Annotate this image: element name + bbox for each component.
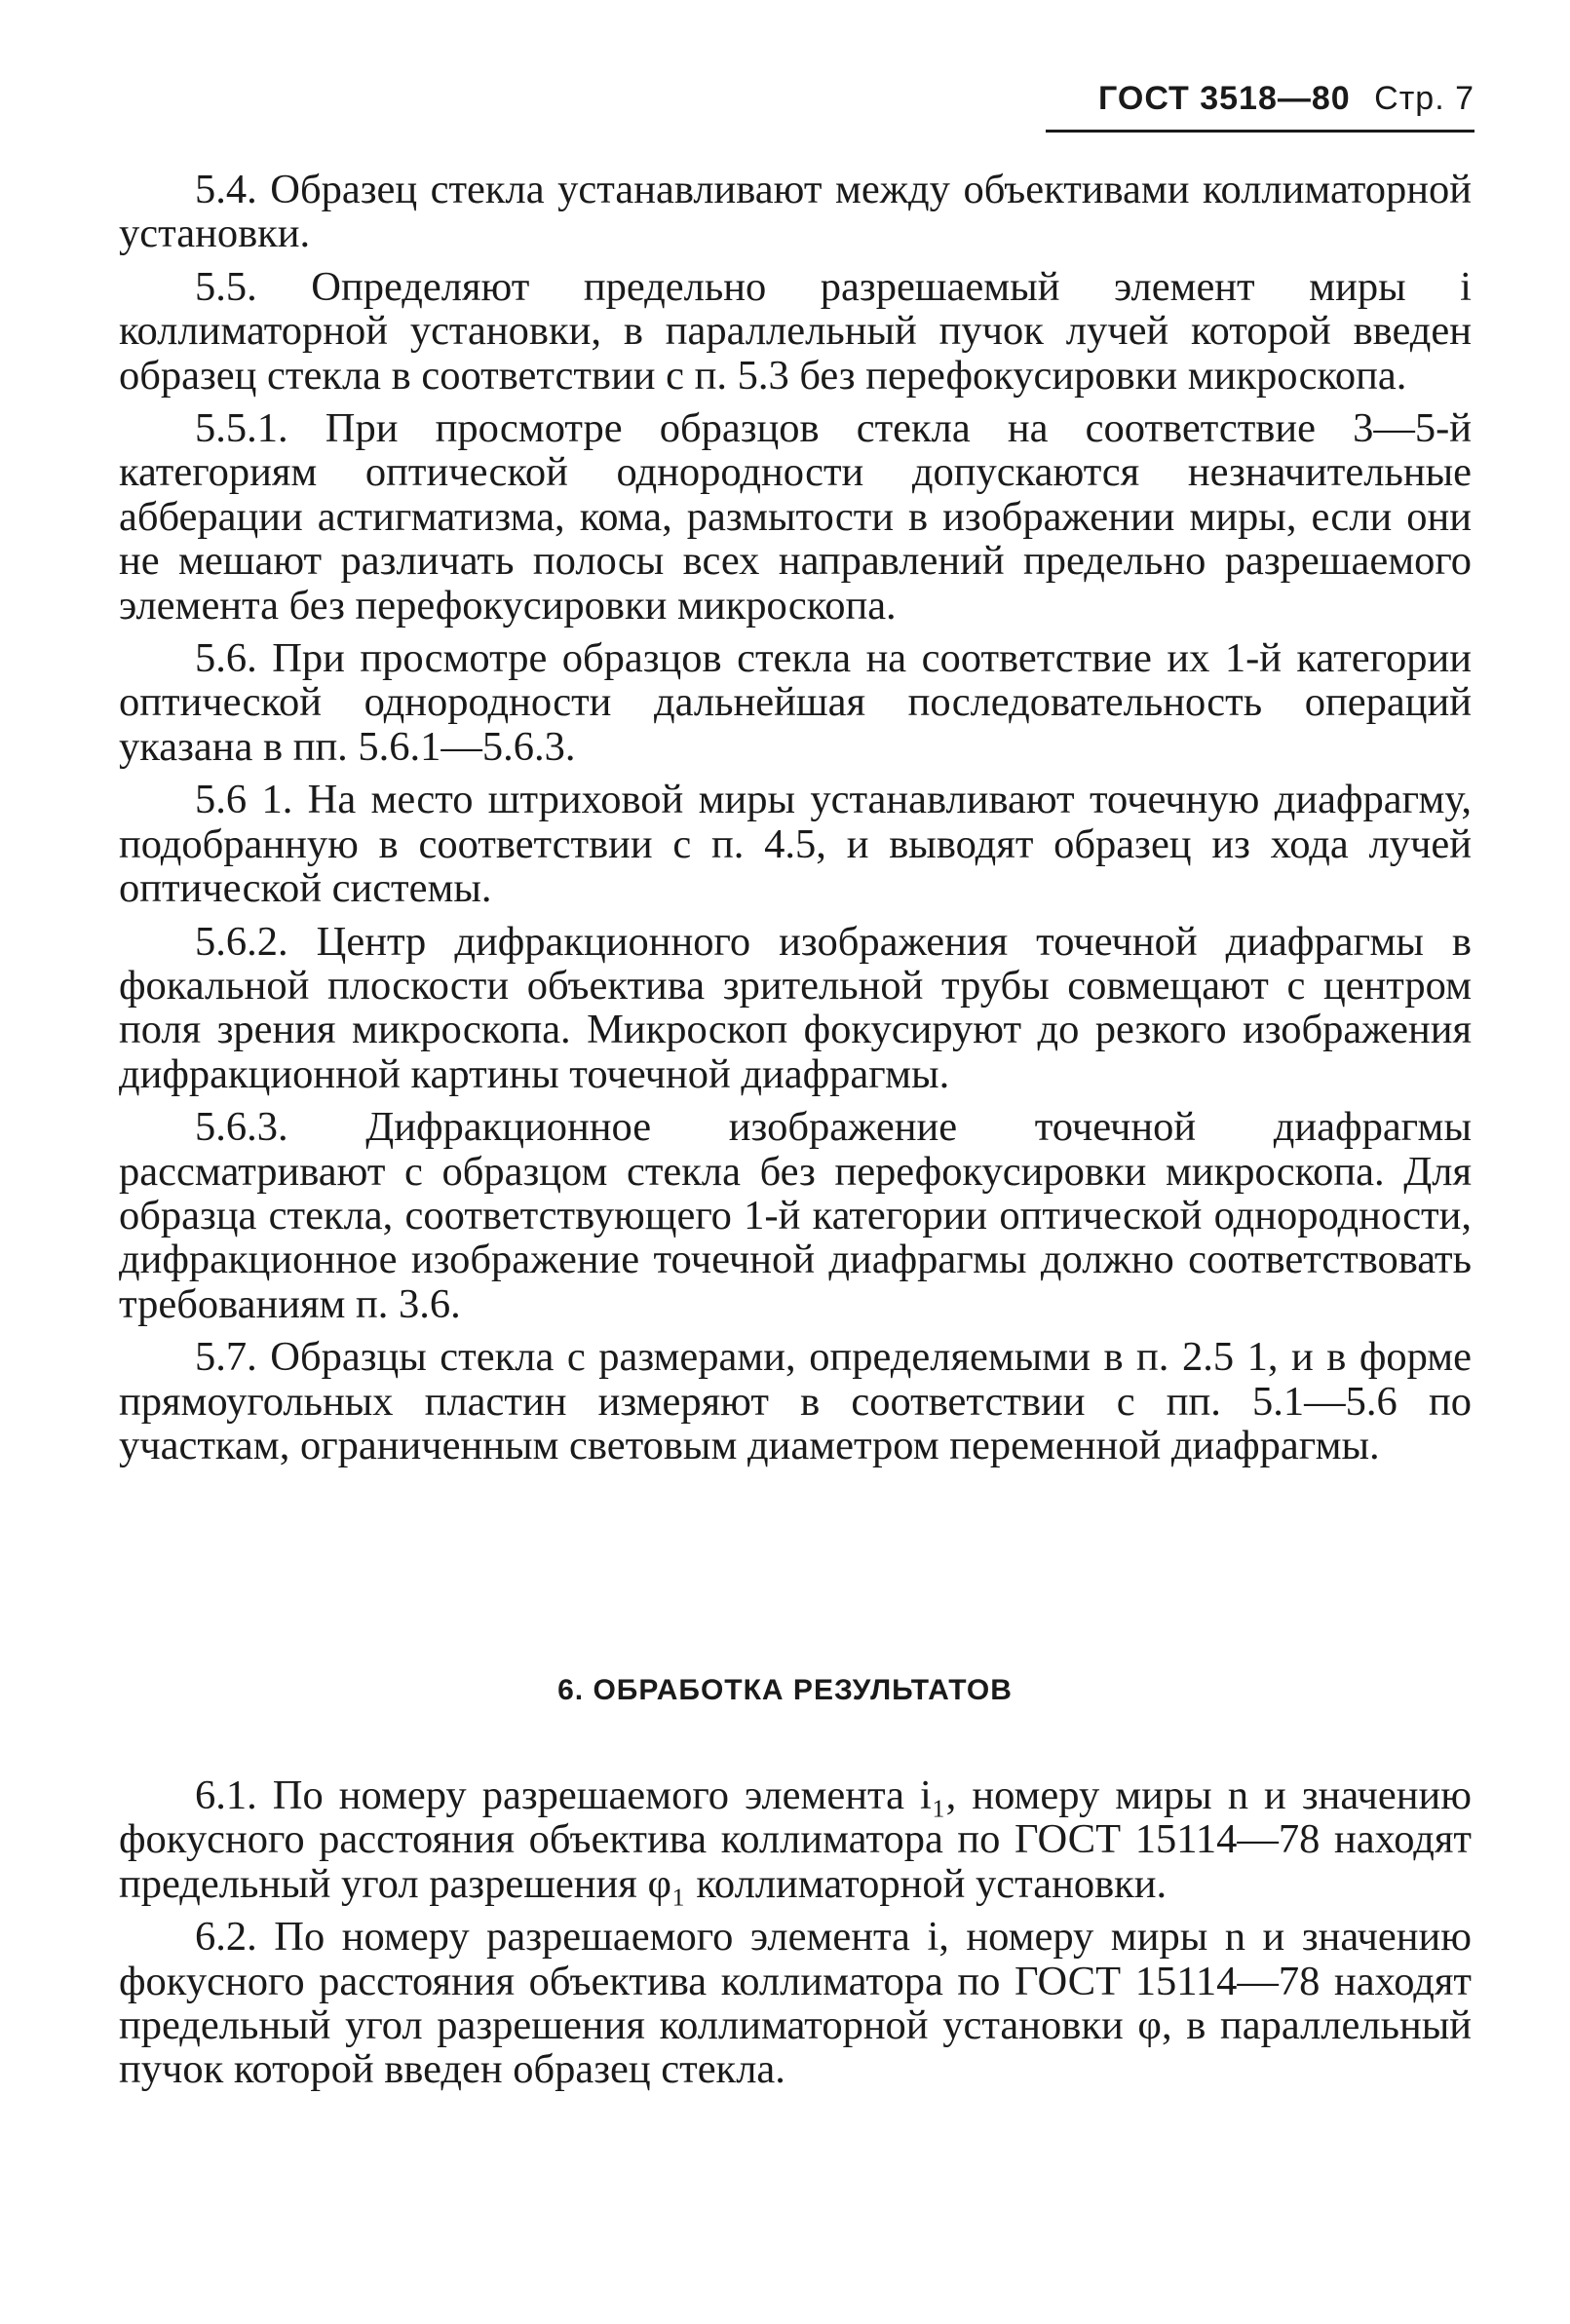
paragraph-5-5: 5.5. Определяют предельно разрешаемый элемент миры i коллиматорной установки, в параллельный пучок лучей которой введен образец стекла в соответствии с п. 5.3 без перефокусировки микроскопа. [119,263,1472,399]
paragraph-5-6-2: 5.6.2. Центр дифракционного изображения точечной диафрагмы в фокальной плоскости объектива зрительной трубы совмещают с центром поля зрения микроскопа. Микроскоп фокусируют до резкого изображения дифракционной картины точечной диафрагмы. [119,918,1472,1097]
page-number: Стр. 7 [1374,80,1474,117]
paragraph-5-6-3: 5.6.3. Дифракционное изображение точечной диафрагмы рассматривают с образцом стекла без перефокусировки микроскопа. Для образца стекла, соответствующего 1-й категории оптической однородности, дифракционное изображение точечной диафрагмы должно соответствовать требованиям п. 3.6. [119,1104,1472,1327]
paragraph-6-1: 6.1. По номеру разрешаемого элемента i₁, номеру миры n и значению фокусного расстояния объектива коллиматора по ГОСТ 15114—78 находят предельный угол разрешения φ₁ коллиматорной установки. [119,1772,1472,1907]
paragraph-5-7: 5.7. Образцы стекла с размерами, определяемыми в п. 2.5 1, и в форме прямоугольных пластин измеряют в соответствии с пп. 5.1—5.6 по участкам, ограниченным световым диаметром переменной диафрагмы. [119,1334,1472,1468]
standard-number: ГОСТ 3518—80 [1098,80,1351,117]
paragraph-6-2: 6.2. По номеру разрешаемого элемента i, номеру миры n и значению фокусного расстояния объектива коллиматора по ГОСТ 15114—78 находят предельный угол разрешения коллиматорной установки φ, в параллельный пучок которой введен образец стекла. [119,1914,1472,2093]
page-header [1046,80,1474,133]
section-6-title: 6. ОБРАБОТКА РЕЗУЛЬТАТОВ [557,1674,1013,1706]
paragraph-5-6-1: 5.6 1. На место штриховой миры устанавливают точечную диафрагму, подобранную в соответствии с п. 4.5, и выводят образец из хода лучей оптической системы. [119,777,1472,912]
section-5-body [119,168,1472,1476]
paragraph-5-4: 5.4. Образец стекла устанавливают между объективами коллиматорной установки. [119,167,1472,257]
section-6-body [119,1773,1472,2101]
paragraph-5-6: 5.6. При просмотре образцов стекла на соответствие их 1-й категории оптической однородности дальнейшая последовательность операций указана в пп. 5.6.1—5.6.3. [119,635,1472,770]
paragraph-5-5-1: 5.5.1. При просмотре образцов стекла на соответствие 3—5-й категориям оптической однородности допускаются незначительные абберации астигматизма, кома, размытости в изображении миры, если они не мешают различать полосы всех направлений предельно разрешаемого элемента без перефокусировки микроскопа. [119,405,1472,629]
